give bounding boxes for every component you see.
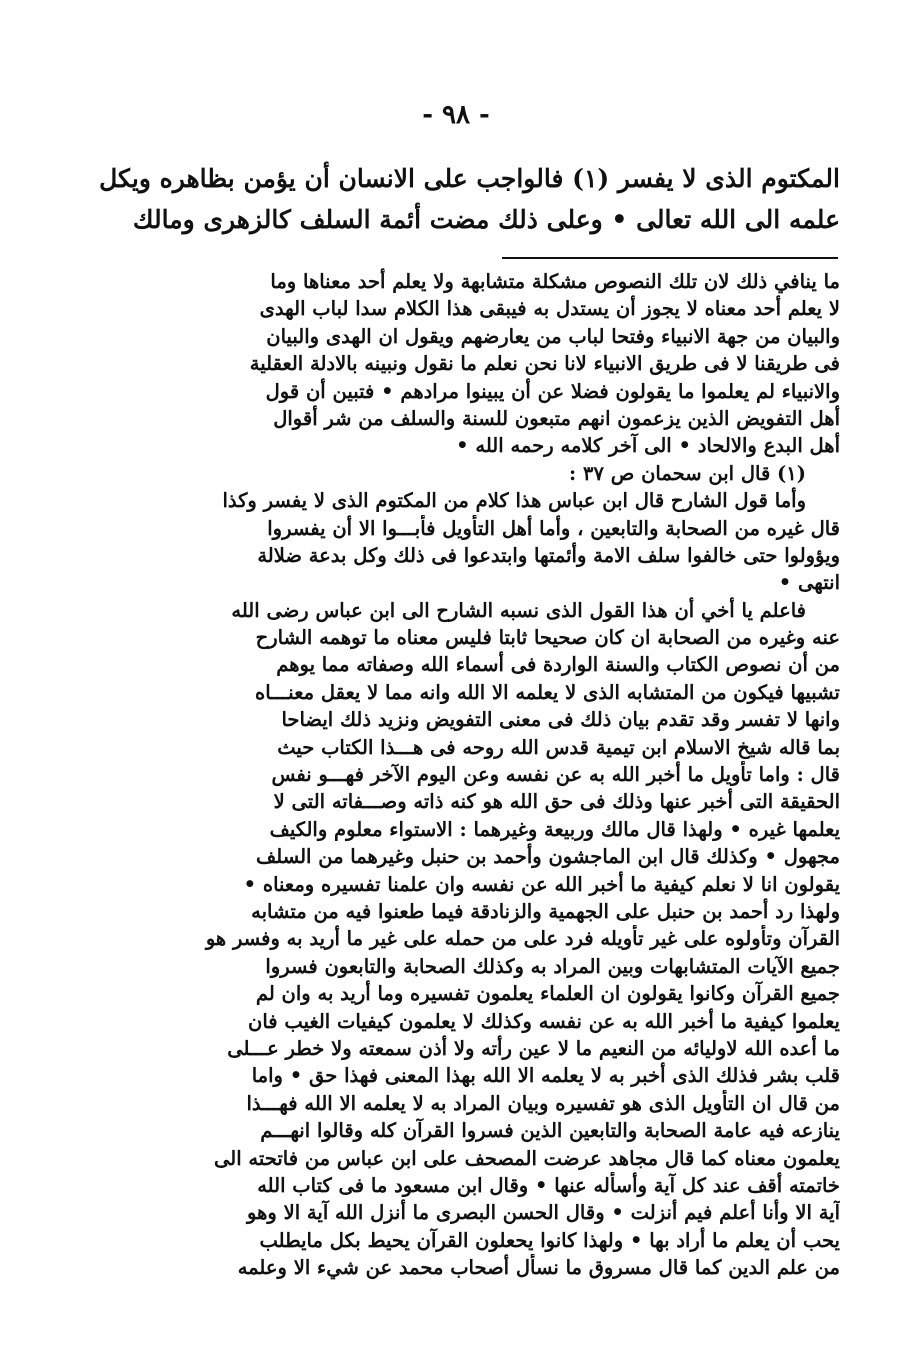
- footnote-line: والانبياء لم يعلموا ما يقولون فضلا عن أن يبينوا مرادهم • فتبين أن قول: [265, 379, 840, 403]
- footnote-line: لا يعلم أحد معناه لا يجوز أن يستدل به فيبقى هذا الكلام سدا لباب الهدى: [259, 297, 840, 321]
- footnote-line: بما قاله شيخ الاسلام ابن تيمية قدس الله روحه فى هـــذا الكتاب حيث: [277, 735, 840, 759]
- footnote-line: قلب بشر فذلك الذى أخبر به لا يعلمه الا الله بهذا المعنى فهذا حق • واما: [251, 1064, 840, 1088]
- main-text-line: المكتوم الذى لا يفسر (١) فالواجب على الانسان أن يؤمن بظاهره ويكل: [99, 164, 840, 193]
- footnote-line: يقولون انا لا نعلم كيفية ما أخبر الله عن نفسه وان علمنا تفسيره ومعناه •: [243, 872, 840, 896]
- footnote-line: ينازعه فيه عامة الصحابة والتابعين الذين فسروا القرآن كله وقالوا انهـــم: [260, 1119, 840, 1143]
- footnote-line: عنه وغيره من الصحابة ان كان صحيحا ثابتا فليس معناه ما توهمه الشارح: [255, 626, 840, 650]
- footnote-line: ويؤولوا حتى خالفوا سلف الامة وأئمتها وابتدعوا فى ذلك وكل بدعة ضلالة: [257, 543, 840, 567]
- footnote-line: وانها لا تفسر وقد تقدم بيان ذلك فى معنى التفويض ونزيد ذلك ايضاحا: [281, 708, 840, 732]
- footnote-block: [72, 268, 840, 1281]
- footnote-line: جميع الآيات المتشابهات وبين المراد به وكذلك الصحابة والتابعون فسروا: [265, 954, 840, 978]
- main-text-block: [72, 158, 840, 240]
- footnote-line: قال غيره من الصحابة والتابعين ، وأما أهل التأويل فأبـــوا الا أن يفسروا: [267, 516, 840, 540]
- footnote-line: جميع القرآن وكانوا يقولون ان العلماء يعلمون تفسيره وما أريد به وان لم: [255, 982, 840, 1006]
- footnote-line: ولهذا رد أحمد بن حنبل على الجهمية والزنادقة فيما طعنوا فيه من متشابه: [251, 899, 840, 923]
- footnote-line: والبيان من جهة الانبياء وفتحا لباب من يعارضهم ويقول ان الهدى والبيان: [266, 324, 840, 348]
- footnote-line: ما أعده الله لاوليائه من النعيم ما لا عين رأته ولا أذن سمعته ولا خطر عـــلى: [227, 1036, 840, 1060]
- footnote-line: وأما قول الشارح قال ابن عباس هذا كلام من المكتوم الذى لا يفسر وكذا: [222, 489, 806, 513]
- footnote-line: من علم الدين كما قال مسروق ما نسأل أصحاب محمد عن شيء الا وعلمه: [237, 1256, 840, 1280]
- footnote-line: من أن نصوص الكتاب والسنة الواردة فى أسماء الله وصفاته مما يوهم: [276, 653, 840, 677]
- page-number: - ٩٨ -: [422, 100, 490, 130]
- footnote-line: الحقيقة التى أخبر عنها وذلك فى حق الله هو كنه ذاته وصـــفاته التى لا: [273, 790, 840, 814]
- footnote-line: قال : واما تأويل ما أخبر الله به عن نفسه وعن اليوم الآخر فهـــو نفس: [271, 763, 840, 787]
- footnote-line: ما ينافي ذلك لان تلك النصوص مشكلة متشابهة ولا يعلم أحد معناها وما: [270, 270, 840, 293]
- footnote-line: يحب أن يعلم ما أراد بها • ولهذا كانوا يحعلون القرآن يحيط بكل مايطلب: [259, 1228, 840, 1252]
- footnote-line: أهل التفويض الذين يزعمون انهم متبعون للسنة والسلف من شر أقوال: [273, 406, 840, 430]
- main-text-line: علمه الى الله تعالى • وعلى ذلك مضت أئمة السلف كالزهرى ومالك: [132, 205, 840, 234]
- footnote-line: فاعلم يا أخي أن هذا القول الذى نسبه الشارح الى ابن عباس رضى الله: [231, 598, 806, 622]
- footnote-line: آية الا وأنا أعلم فيم أنزلت • وقال الحسن البصرى ما أنزل الله آية الا وهو: [247, 1201, 840, 1225]
- footnote-line: من قال ان التأويل الذى هو تفسيره وبيان المراد به لا يعلمه الا الله فهـــذا: [246, 1091, 840, 1115]
- footnote-line: يعلموا كيفية ما أخبر الله به عن نفسه وكذلك لا يعلمون كيفيات الغيب فان: [248, 1009, 840, 1033]
- footnote-line: يعلمها غيره • ولهذا قال مالك وربيعة وغيرهما : الاستواء معلوم والكيف: [269, 817, 840, 841]
- footnote-line: مجهول • وكذلك قال ابن الماجشون وأحمد بن حنبل وغيرهما من السلف: [256, 845, 840, 869]
- footnote-line: خاتمته أقف عند كل آية وأسأله عنها • وقال ابن مسعود ما فى كتاب الله: [257, 1173, 840, 1197]
- footnote-reference-line: (١) قال ابن سحمان ص ٣٧ :: [569, 461, 806, 485]
- footnote-line: أهل البدع والالحاد • الى آخر كلامه رحمه الله •: [456, 434, 840, 458]
- footnote-line: تشبيها فيكون من المتشابه الذى لا يعلمه الا الله وانه مما لا يعقل معنـــاه: [255, 680, 840, 704]
- footnote-line: القرآن وتأولوه على غير تأويله فرد على من حمله على غير ما أريد به وفسر هو: [205, 927, 840, 951]
- footnote-line: يعلمون معناه كما قال مجاهد عرضت المصحف على ابن عباس من فاتحته الى: [214, 1146, 840, 1170]
- footnote-line: انتهى •: [778, 571, 840, 595]
- footnote-line: فى طريقنا لا فى طريق الانبياء لانا نحن نعلم ما نقول ونبينه بالادلة العقلية: [249, 352, 840, 376]
- footnote-separator: [502, 257, 838, 259]
